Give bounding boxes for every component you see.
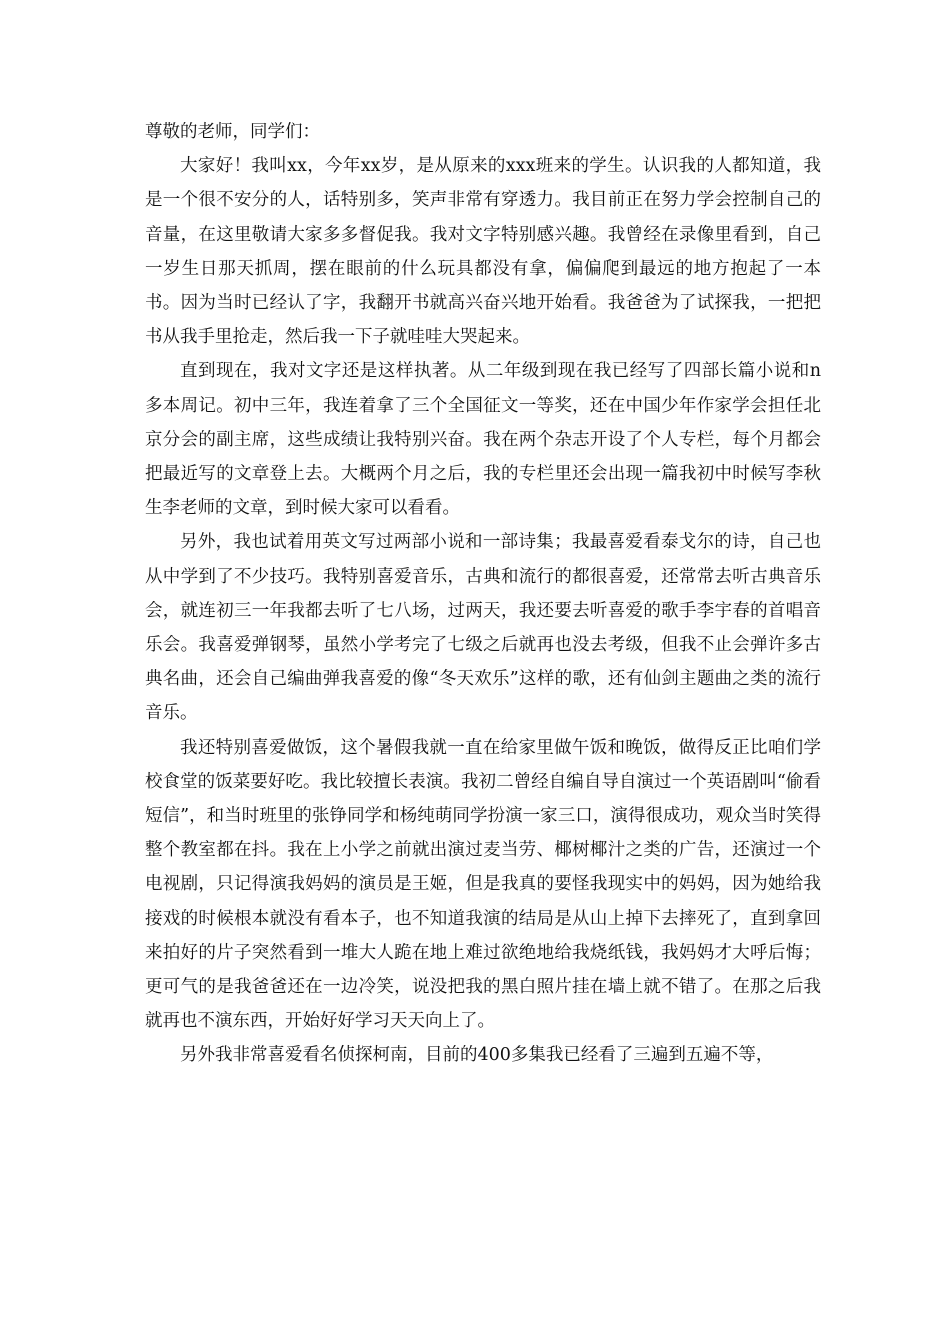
paragraph-3: 另外，我也试着用英文写过两部小说和一部诗集；我最喜爱看泰戈尔的诗，自己也从中学到了不少技巧。我特别喜爱音乐，古典和流行的都很喜爱，还常常去听古典音乐会，就连初三一年我都去听了七八场，过两天，我还要去听喜爱的歌手李宇春的首唱音乐会。我喜爱弹钢琴，虽然小学考完了七级之后就再也没去考级，但我不止会弹许多古典名曲，还会自己编曲弹我喜爱的像“冬天欢乐”这样的歌，还有仙剑主题曲之类的流行音乐。 xyxy=(145,532,821,724)
document-body xyxy=(145,115,821,1073)
paragraph-4: 我还特别喜爱做饭，这个暑假我就一直在给家里做午饭和晚饭，做得反正比咱们学校食堂的饭菜要好吃。我比较擅长表演。我初二曾经自编自导自演过一个英语剧叫“偷看短信”，和当时班里的张铮同学和杨纯萌同学扮演一家三口，演得很成功，观众当时笑得整个教室都在抖。我在上小学之前就出演过麦当劳、椰树椰汁之类的广告，还演过一个电视剧，只记得演我妈妈的演员是王姬，但是我真的要怪我现实中的妈妈，因为她给我接戏的时候根本就没有看本子，也不知道我演的结局是从山上掉下去摔死了，直到拿回来拍好的片子突然看到一堆大人跪在地上难过欲绝地给我烧纸钱，我妈妈才大呼后悔；更可气的是我爸爸还在一边冷笑，说没把我的黑白照片挂在墙上就不错了。在那之后我就再也不演东西，开始好好学习天天向上了。 xyxy=(145,737,821,1032)
paragraph-5: 另外我非常喜爱看名侦探柯南，目前的400多集我已经看了三遍到五遍不等， xyxy=(180,1045,774,1066)
paragraph-1: 大家好！我叫xx，今年xx岁，是从原来的xxx班来的学生。认识我的人都知道，我是一个很不安分的人，话特别多，笑声非常有穿透力。我目前正在努力学会控制自己的音量，在这里敬请大家多多督促我。我对文字特别感兴趣。我曾经在录像里看到，自己一岁生日那天抓周，摆在眼前的什么玩具都没有拿，偏偏爬到最远的地方抱起了一本书。因为当时已经认了字，我翻开书就高兴奋兴地开始看。我爸爸为了试探我，一把把书从我手里抢走，然后我一下子就哇哇大哭起来。 xyxy=(145,156,821,348)
greeting-line: 尊敬的老师，同学们： xyxy=(145,122,320,142)
paragraph-2: 直到现在，我对文字还是这样执著。从二年级到现在我已经写了四部长篇小说和n多本周记。初中三年，我连着拿了三个全国征文一等奖，还在中国少年作家学会担任北京分会的副主席，这些成绩让我特别兴奋。我在两个杂志开设了个人专栏，每个月都会把最近写的文章登上去。大概两个月之后，我的专栏里还会出现一篇我初中时候写李秋生李老师的文章，到时候大家可以看看。 xyxy=(145,361,821,519)
